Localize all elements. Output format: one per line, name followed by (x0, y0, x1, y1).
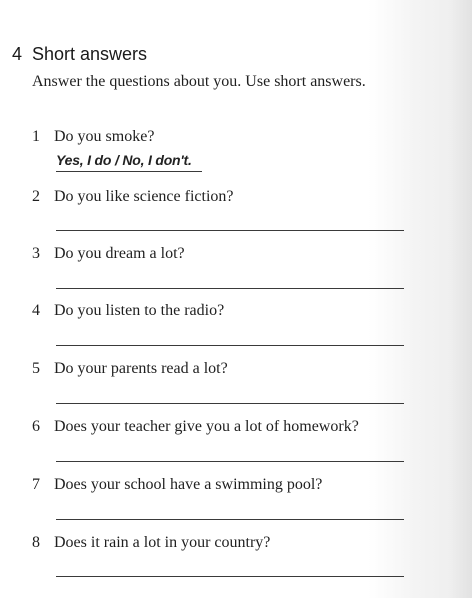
exercise-heading (12, 44, 147, 65)
question-number: 3 (32, 245, 40, 262)
question-7 (32, 476, 322, 494)
answer-line-3[interactable] (56, 288, 404, 289)
question-text: Does it rain a lot in your country? (54, 534, 271, 551)
question-number: 6 (32, 418, 40, 435)
exercise-number: 4 (12, 44, 23, 64)
answer-line-8[interactable] (56, 576, 404, 577)
question-2 (32, 188, 234, 206)
answer-line-5[interactable] (56, 403, 404, 404)
question-8 (32, 534, 270, 552)
question-text: Do you dream a lot? (54, 245, 185, 262)
answer-line-2[interactable] (56, 230, 404, 231)
sample-answer: Yes, I do / No, I don't. (56, 152, 192, 168)
question-text: Do you smoke? (54, 128, 155, 145)
question-number: 8 (32, 534, 40, 551)
question-text: Does your teacher give you a lot of homework? (54, 418, 359, 435)
question-6 (32, 418, 359, 436)
question-number: 2 (32, 188, 40, 205)
answer-line-7[interactable] (56, 519, 404, 520)
question-3 (32, 245, 185, 263)
question-4 (32, 302, 224, 320)
question-text: Does your school have a swimming pool? (54, 476, 323, 493)
question-number: 4 (32, 302, 40, 319)
question-text: Do you listen to the radio? (54, 302, 225, 319)
question-text: Do your parents read a lot? (54, 360, 228, 377)
exercise-title: Short answers (32, 44, 148, 64)
answer-line-6[interactable] (56, 461, 404, 462)
exercise-instructions: Answer the questions about you. Use short answers. (32, 73, 366, 90)
question-number: 5 (32, 360, 40, 377)
answer-line-4[interactable] (56, 345, 404, 346)
question-number: 1 (32, 128, 40, 145)
page-edge-shadow (450, 0, 472, 598)
question-5 (32, 360, 228, 378)
question-text: Do you like science fiction? (54, 188, 234, 205)
question-1 (32, 128, 154, 146)
answer-line-1 (56, 171, 202, 172)
question-number: 7 (32, 476, 40, 493)
